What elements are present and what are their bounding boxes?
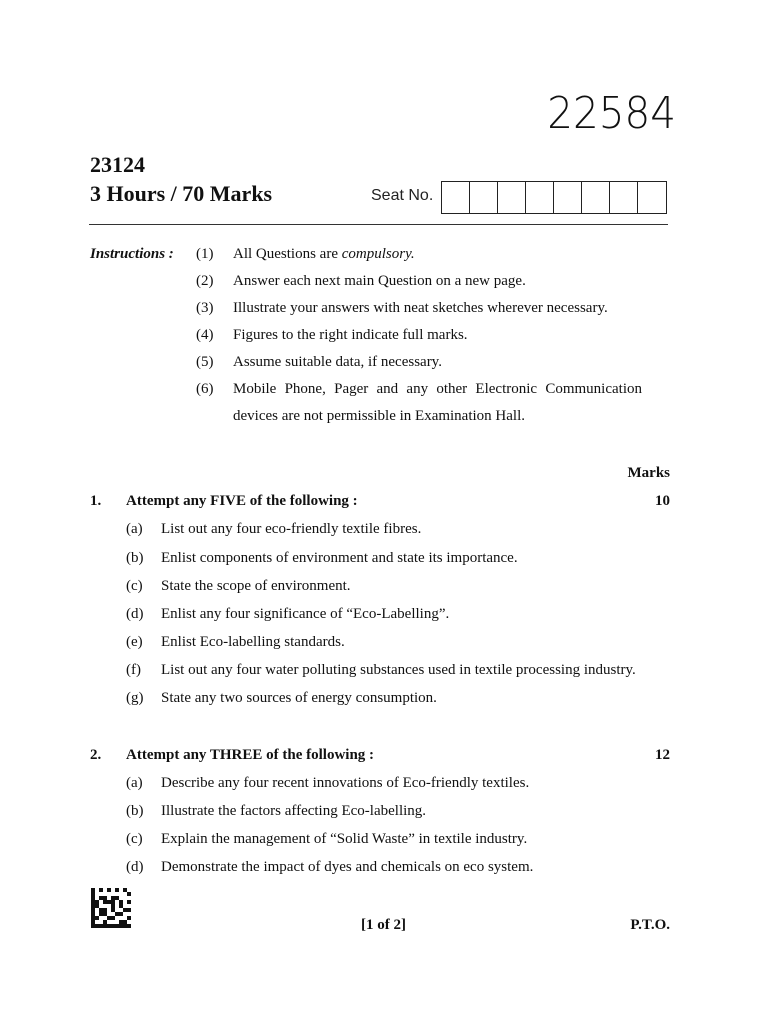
instruction-text: Illustrate your answers with neat sketches wherever necessary. [233,300,608,316]
part-text: State any two sources of energy consumption. [161,690,437,706]
question-number: 1. [90,493,102,509]
seat-digit-box[interactable] [470,182,498,213]
seat-digit-box[interactable] [610,182,638,213]
seat-digit-box[interactable] [638,182,666,213]
instruction-num: (4) [196,327,214,343]
part-text: Enlist Eco-labelling standards. [161,634,345,650]
seat-digit-box[interactable] [442,182,470,213]
seat-no-label: Seat No. [371,187,434,204]
part-text: Illustrate the factors affecting Eco-labelling. [161,803,427,819]
part-label: (d) [126,606,144,622]
question-marks: 10 [655,493,670,509]
part-text: Describe any four recent innovations of Eco-friendly textiles. [161,775,530,791]
part-label: (e) [126,634,143,650]
question-title: Attempt any FIVE of the following : [126,493,358,509]
seat-no-boxes[interactable] [441,181,667,214]
part-label: (d) [126,859,144,875]
part-label: (c) [126,578,143,594]
part-label: (a) [126,521,143,537]
instruction-text: All Questions are compulsory. [233,246,415,262]
question-marks: 12 [655,747,670,763]
question-number: 2. [90,747,102,763]
part-label: (a) [126,775,143,791]
marks-header: Marks [627,465,670,481]
instruction-num: (1) [196,246,214,262]
part-label: (g) [126,690,144,706]
part-label: (f) [126,662,141,678]
instruction-text: Assume suitable data, if necessary. [233,354,442,370]
part-label: (b) [126,550,144,566]
part-label: (b) [126,803,144,819]
part-text: Demonstrate the impact of dyes and chemicals on eco system. [161,859,534,875]
paper-code: 22584 [547,88,676,139]
page-number: [1 of 2] [361,917,406,933]
exam-code: 23124 [90,152,145,177]
instruction-num: (5) [196,354,214,370]
instruction-text: Mobile Phone, Pager and any other Electronic Communication [233,381,642,397]
seat-digit-box[interactable] [526,182,554,213]
instruction-num: (6) [196,381,214,397]
seat-digit-box[interactable] [582,182,610,213]
part-text: State the scope of environment. [161,578,351,594]
instruction-num: (2) [196,273,214,289]
duration-marks: 3 Hours / 70 Marks [90,181,273,206]
seat-digit-box[interactable] [554,182,582,213]
seat-digit-box[interactable] [498,182,526,213]
part-text: Enlist any four significance of “Eco-Labelling”. [161,606,450,622]
pto-label: P.T.O. [630,917,670,933]
instruction-emphasis: compulsory. [341,246,415,262]
instruction-text: Figures to the right indicate full marks. [233,327,468,343]
header-divider [89,224,668,225]
question-title: Attempt any THREE of the following : [126,747,375,763]
instruction-num: (3) [196,300,214,316]
part-text: List out any four eco-friendly textile fibres. [161,521,422,537]
instruction-text-continued: devices are not permissible in Examination Hall. [233,408,526,424]
part-text: List out any four water polluting substances used in textile processing industry. [161,662,636,678]
part-label: (c) [126,831,143,847]
part-text: Explain the management of “Solid Waste” in textile industry. [161,831,528,847]
instructions-label: Instructions : [90,246,174,262]
instruction-text: Answer each next main Question on a new page. [233,273,526,289]
part-text: Enlist components of environment and state its importance. [161,550,518,566]
datamatrix-code-icon [91,888,131,928]
